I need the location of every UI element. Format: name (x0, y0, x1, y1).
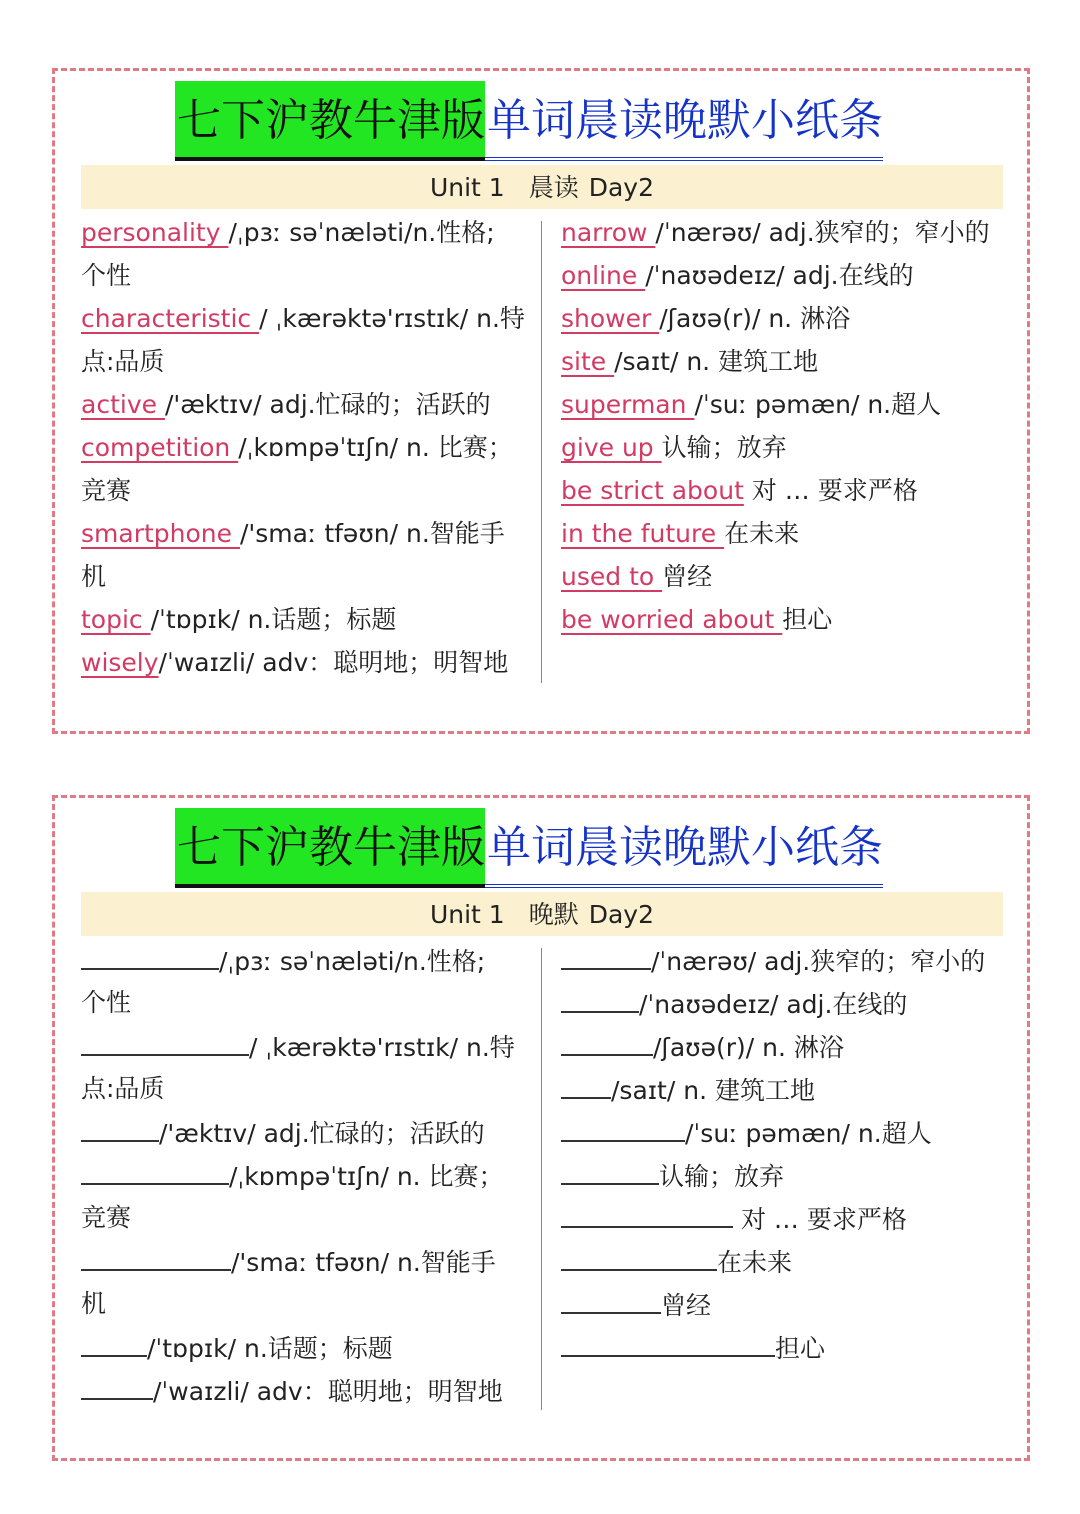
vocab-word: be worried about (561, 605, 783, 634)
unit-label: Unit 1 (429, 173, 505, 202)
dictation-line (81, 1153, 526, 1196)
vocab-definition: 点:品质 (81, 347, 165, 376)
vocab-definition: /ˈnærəʊ/ adj.狭窄的；窄小的 (651, 947, 986, 976)
vocab-definition: 曾经 (662, 562, 713, 591)
unit-header (81, 892, 1003, 936)
answer-blank[interactable] (561, 1282, 661, 1314)
vocab-column-right (561, 211, 1001, 641)
vocab-definition: /ˌkɒmpəˈtɪʃn/ n. 比赛； (238, 433, 513, 462)
vocab-column-left (81, 211, 526, 684)
vocab-word: active (81, 390, 165, 419)
dictation-line (561, 1239, 1001, 1282)
vocab-definition: /ˈnaʊədeɪz/ adj.在线的 (645, 261, 914, 290)
answer-blank[interactable] (81, 1153, 229, 1185)
dictation-column-right (561, 938, 1001, 1368)
vocab-word: shower (561, 304, 660, 333)
session-label: 晚默 (528, 900, 579, 929)
dictation-line (561, 1153, 1001, 1196)
vocab-definition: /'smaː tfəʊn/ n.智能手 (231, 1248, 496, 1277)
vocab-definition: 竞赛 (81, 476, 132, 505)
answer-blank[interactable] (561, 938, 651, 970)
vocab-line (561, 555, 1001, 598)
vocab-definition: 个性 (81, 261, 132, 290)
vocab-definition: /ʃaʊə(r)/ n. 淋浴 (659, 304, 851, 333)
vocab-definition: /ˈwaɪzli/ adv：聪明地；明智地 (153, 1377, 503, 1406)
answer-blank[interactable] (561, 981, 639, 1013)
vocab-definition: 对 … 要求严格 (733, 1205, 907, 1234)
dictation-line (561, 1110, 1001, 1153)
vocab-word: topic (81, 605, 151, 634)
title-rest: 单词晨读晚默小纸条 (485, 808, 883, 888)
title-highlight: 七下沪教牛津版 (175, 81, 485, 161)
vocab-definition: 对 … 要求严格 (743, 476, 918, 505)
vocab-word: in the future (561, 519, 725, 548)
vocab-definition: / ˌkærəktə'rɪstɪk/ n.特 (259, 304, 525, 333)
card-title (175, 81, 883, 161)
dictation-line (81, 1325, 526, 1368)
column-divider (541, 221, 542, 683)
dictation-line (81, 1196, 526, 1239)
vocab-word: wisely (81, 648, 159, 677)
vocab-definition: 担心 (775, 1334, 826, 1363)
session-label: 晨读 (528, 173, 579, 202)
evening-dictation-card (52, 795, 1030, 1461)
vocab-line (81, 426, 526, 469)
answer-blank[interactable] (81, 1368, 153, 1400)
vocab-definition: /ˈwaɪzli/ adv：聪明地；明智地 (158, 648, 509, 677)
vocab-definition: 点:品质 (81, 1074, 165, 1103)
answer-blank[interactable] (81, 1239, 231, 1271)
vocab-definition: 个性 (81, 988, 132, 1017)
answer-blank[interactable] (561, 1024, 653, 1056)
vocab-line (81, 340, 526, 383)
answer-blank[interactable] (561, 1153, 659, 1185)
vocab-line (81, 211, 526, 254)
vocab-definition: 在未来 (717, 1248, 793, 1277)
card-title (175, 808, 883, 888)
vocab-line (561, 469, 1001, 512)
vocab-definition: /'æktɪv/ adj.忙碌的；活跃的 (164, 390, 491, 419)
vocab-word: characteristic (81, 304, 260, 333)
vocab-line (561, 383, 1001, 426)
unit-header (81, 165, 1003, 209)
answer-blank[interactable] (81, 1024, 249, 1056)
vocab-definition: 在未来 (724, 519, 800, 548)
answer-blank[interactable] (561, 1067, 611, 1099)
answer-blank[interactable] (561, 1110, 685, 1142)
vocab-word: used to (561, 562, 663, 591)
vocab-word: competition (81, 433, 239, 462)
vocab-line (81, 641, 526, 684)
vocab-line (561, 426, 1001, 469)
vocab-line (81, 297, 526, 340)
vocab-word: be strict about (561, 476, 744, 505)
dictation-line (81, 1282, 526, 1325)
morning-reading-card (52, 68, 1030, 734)
vocab-definition: 机 (81, 562, 107, 591)
vocab-line (81, 555, 526, 598)
day-label: Day2 (588, 173, 655, 202)
vocab-line (561, 254, 1001, 297)
vocab-definition: 曾经 (661, 1291, 712, 1320)
vocab-line (81, 469, 526, 512)
dictation-line (81, 1024, 526, 1067)
vocab-line (81, 383, 526, 426)
unit-label: Unit 1 (429, 900, 505, 929)
answer-blank[interactable] (81, 1110, 159, 1142)
vocab-definition: /saɪt/ n. 建筑工地 (614, 347, 819, 376)
vocab-line (561, 340, 1001, 383)
vocab-definition: /ˌkɒmpəˈtɪʃn/ n. 比赛； (229, 1162, 504, 1191)
vocab-definition: /ʃaʊə(r)/ n. 淋浴 (653, 1033, 844, 1062)
vocab-line (561, 297, 1001, 340)
vocab-definition: 认输；放弃 (659, 1162, 785, 1191)
dictation-column-left (81, 938, 526, 1411)
vocab-line (81, 512, 526, 555)
day-label: Day2 (588, 900, 655, 929)
answer-blank[interactable] (561, 1325, 775, 1357)
answer-blank[interactable] (81, 938, 219, 970)
vocab-word: smartphone (81, 519, 240, 548)
answer-blank[interactable] (561, 1239, 717, 1271)
vocab-definition: /saɪt/ n. 建筑工地 (611, 1076, 815, 1105)
dictation-line (81, 938, 526, 981)
vocab-word: personality (81, 218, 229, 247)
vocab-definition: /'æktɪv/ adj.忙碌的；活跃的 (159, 1119, 485, 1148)
dictation-line (561, 1325, 1001, 1368)
dictation-line (81, 981, 526, 1024)
vocab-definition: /'smaː tfəʊn/ n.智能手 (239, 519, 505, 548)
column-divider (541, 948, 542, 1410)
vocab-line (81, 254, 526, 297)
vocab-word: superman (561, 390, 695, 419)
vocab-definition: /ˈtɒpɪk/ n.话题；标题 (150, 605, 397, 634)
dictation-line (81, 1067, 526, 1110)
dictation-line (561, 1067, 1001, 1110)
vocab-word: online (561, 261, 646, 290)
vocab-word: site (561, 347, 615, 376)
vocab-definition: 竞赛 (81, 1203, 132, 1232)
vocab-definition: 机 (81, 1289, 107, 1318)
dictation-line (81, 1110, 526, 1153)
vocab-line (561, 211, 1001, 254)
answer-blank[interactable] (81, 1325, 147, 1357)
vocab-line (81, 598, 526, 641)
vocab-definition: /ˌpɜː səˈnæləti/n.性格; (219, 947, 486, 976)
vocab-word: give up (561, 433, 662, 462)
dictation-line (561, 938, 1001, 981)
title-highlight: 七下沪教牛津版 (175, 808, 485, 888)
dictation-line (561, 1282, 1001, 1325)
dictation-line (81, 1239, 526, 1282)
vocab-word: narrow (561, 218, 656, 247)
vocab-definition: /ˈsuː pəmæn/ n.超人 (694, 390, 942, 419)
vocab-definition: / ˌkærəktə'rɪstɪk/ n.特 (249, 1033, 515, 1062)
vocab-definition: /ˈnærəʊ/ adj.狭窄的；窄小的 (655, 218, 990, 247)
answer-blank[interactable] (561, 1196, 733, 1228)
vocab-definition: 认输；放弃 (661, 433, 787, 462)
dictation-line (561, 1024, 1001, 1067)
title-rest: 单词晨读晚默小纸条 (485, 81, 883, 161)
vocab-definition: 担心 (782, 605, 833, 634)
dictation-line (561, 1196, 1001, 1239)
vocab-definition: /ˈnaʊədeɪz/ adj.在线的 (639, 990, 908, 1019)
vocab-definition: /ˈtɒpɪk/ n.话题；标题 (147, 1334, 393, 1363)
vocab-line (561, 598, 1001, 641)
vocab-definition: /ˌpɜː səˈnæləti/n.性格; (228, 218, 495, 247)
vocab-definition: /ˈsuː pəmæn/ n.超人 (685, 1119, 932, 1148)
dictation-line (561, 981, 1001, 1024)
vocab-line (561, 512, 1001, 555)
dictation-line (81, 1368, 526, 1411)
